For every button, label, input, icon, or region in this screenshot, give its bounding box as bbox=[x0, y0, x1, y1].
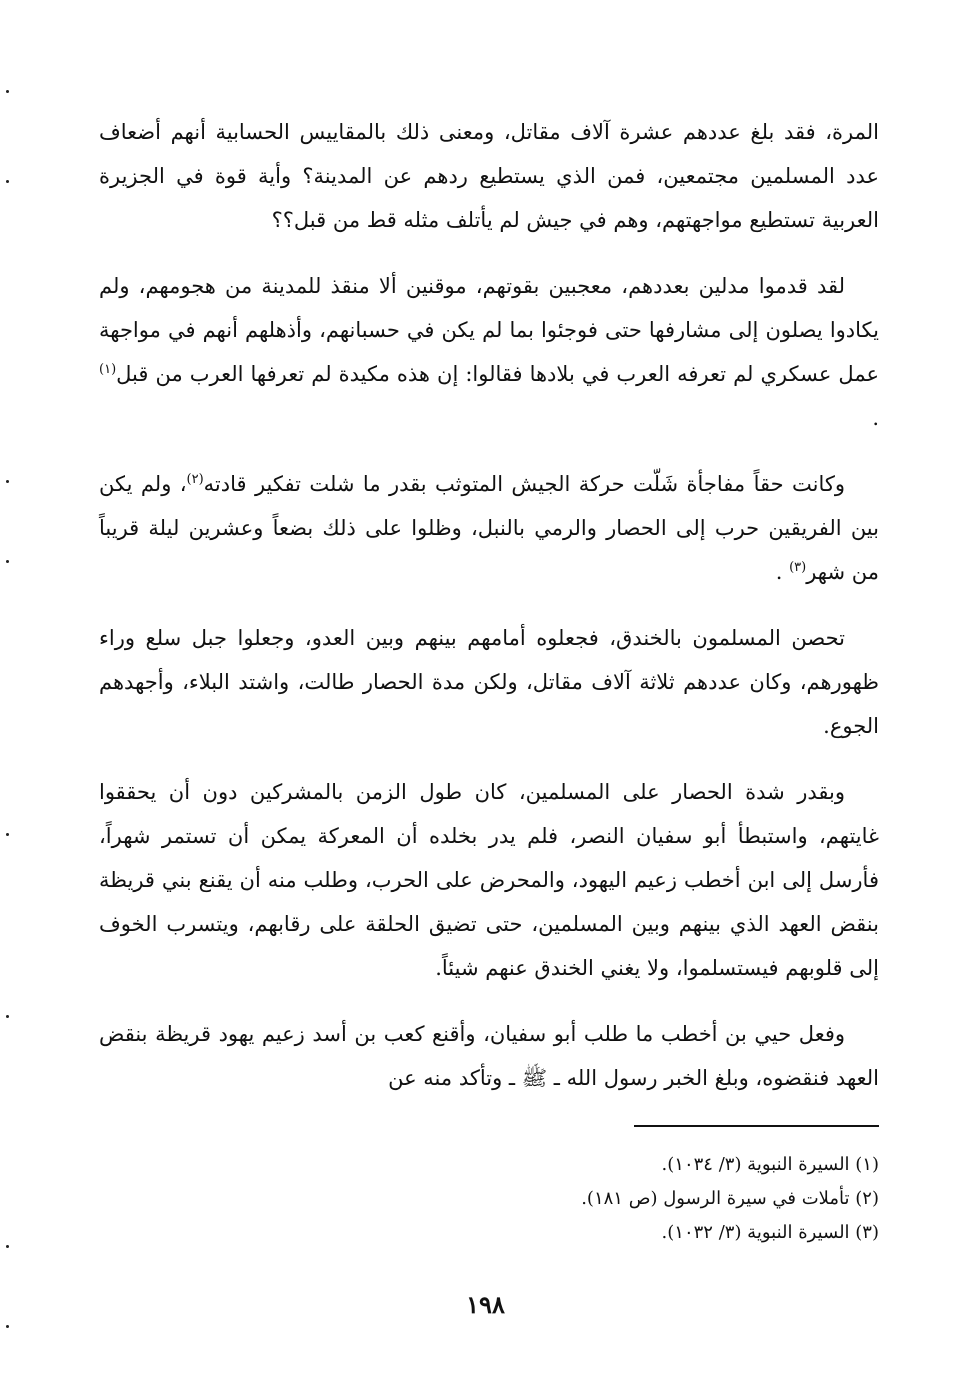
margin-mark bbox=[6, 90, 9, 93]
margin-mark bbox=[6, 1325, 9, 1328]
paragraph-tail: . bbox=[872, 406, 879, 430]
footnote-reference[interactable]: (٢) bbox=[186, 472, 204, 487]
paragraph-text: ، ولم يكن بين الفريقين حرب إلى الحصار والرمي بالنبل، وظلوا على ذلك بضعاً وعشرين ليلة قريباً من شهر bbox=[99, 472, 879, 584]
paragraph-text: المرة، فقد بلغ عددهم عشرة آلاف مقاتل، ومعنى ذلك بالمقاييس الحسابية أنهم أضعاف عدد المسلمين مجتمعين، فمن الذي يستطيع ردهم عن المدينة؟ وأية قوة في الجزيرة العربية تستطيع مواجهتهم، وهم في جيش لم يأتلف مثله قط من قبل؟؟ bbox=[99, 120, 879, 232]
footnote-1: (١) السيرة النبوية (٣/ ١٠٣٤). bbox=[661, 1154, 879, 1175]
paragraph-text: تحصن المسلمون بالخندق، فجعلوه أمامهم بينهم وبين العدو، وجعلوا جبل سلع وراء ظهورهم، وكان عددهم ثلاثة آلاف مقاتل، ولكن مدة الحصار طالت، واشتد البلاء، وأجهدهم الجوع. bbox=[99, 626, 879, 738]
footnotes bbox=[279, 1148, 879, 1250]
margin-mark bbox=[6, 480, 9, 483]
margin-mark bbox=[6, 1015, 9, 1018]
paragraph-6 bbox=[99, 1012, 879, 1100]
margin-mark bbox=[6, 180, 9, 183]
footnote-divider bbox=[634, 1125, 879, 1127]
margin-mark bbox=[6, 1245, 9, 1248]
footnote-reference[interactable]: (١) bbox=[99, 362, 117, 377]
footnote-reference[interactable]: (٣) bbox=[789, 560, 807, 575]
paragraph-text: وكانت حقاً مفاجأة شَلّت حركة الجيش المتوثب بقدر ما شلت تفكير قادته bbox=[203, 472, 845, 496]
paragraph-4 bbox=[99, 616, 879, 748]
paragraph-1 bbox=[99, 110, 879, 242]
margin-mark bbox=[6, 833, 9, 836]
margin-mark bbox=[6, 560, 9, 563]
paragraph-tail: . bbox=[775, 560, 790, 584]
paragraph-2 bbox=[99, 264, 879, 440]
footnote-2: (٢) تأملات في سيرة الرسول (ص ١٨١). bbox=[581, 1188, 879, 1209]
body-text bbox=[99, 110, 879, 1122]
paragraph-text: وفعل حيي بن أخطب ما طلب أبو سفيان، وأقنع كعب بن أسد زعيم يهود قريظة بنقض العهد فنقضوه، وبلغ الخبر رسول الله ـ ﷺ ـ وتأكد منه عن bbox=[99, 1022, 879, 1090]
page-number: ١٩٨ bbox=[466, 1290, 505, 1319]
paragraph-3 bbox=[99, 462, 879, 594]
paragraph-text: لقد قدموا مدلين بعددهم، معجبين بقوتهم، موقنين ألا منقذ للمدينة من هجومهم، ولم يكادوا يصلون إلى مشارفها حتى فوجئوا بما لم يكن في حسبانهم، وأذهلهم أنهم في مواجهة عمل عسكري لم تعرفه العرب في بلادها فقالوا: إن هذه مكيدة لم تعرفها العرب من قبل bbox=[99, 274, 879, 386]
paragraph-text: وبقدر شدة الحصار على المسلمين، كان طول الزمن بالمشركين دون أن يحققوا غايتهم، واستبطأ أبو سفيان النصر، فلم يدر بخلده أن المعركة يمكن أن تستمر شهراً، فأرسل إلى ابن أخطب زعيم اليهود، والمحرض على الحرب، وطلب منه أن يقنع بني قريظة بنقض العهد الذي بينهم وبين المسلمين، حتى تضيق الحلقة على رقابهم، ويتسرب الخوف إلى قلوبهم فيستسلموا، ولا يغني الخندق عنهم شيئاً. bbox=[99, 780, 880, 980]
footnote-3: (٣) السيرة النبوية (٣/ ١٠٣٢). bbox=[661, 1222, 879, 1243]
paragraph-5 bbox=[99, 770, 879, 990]
